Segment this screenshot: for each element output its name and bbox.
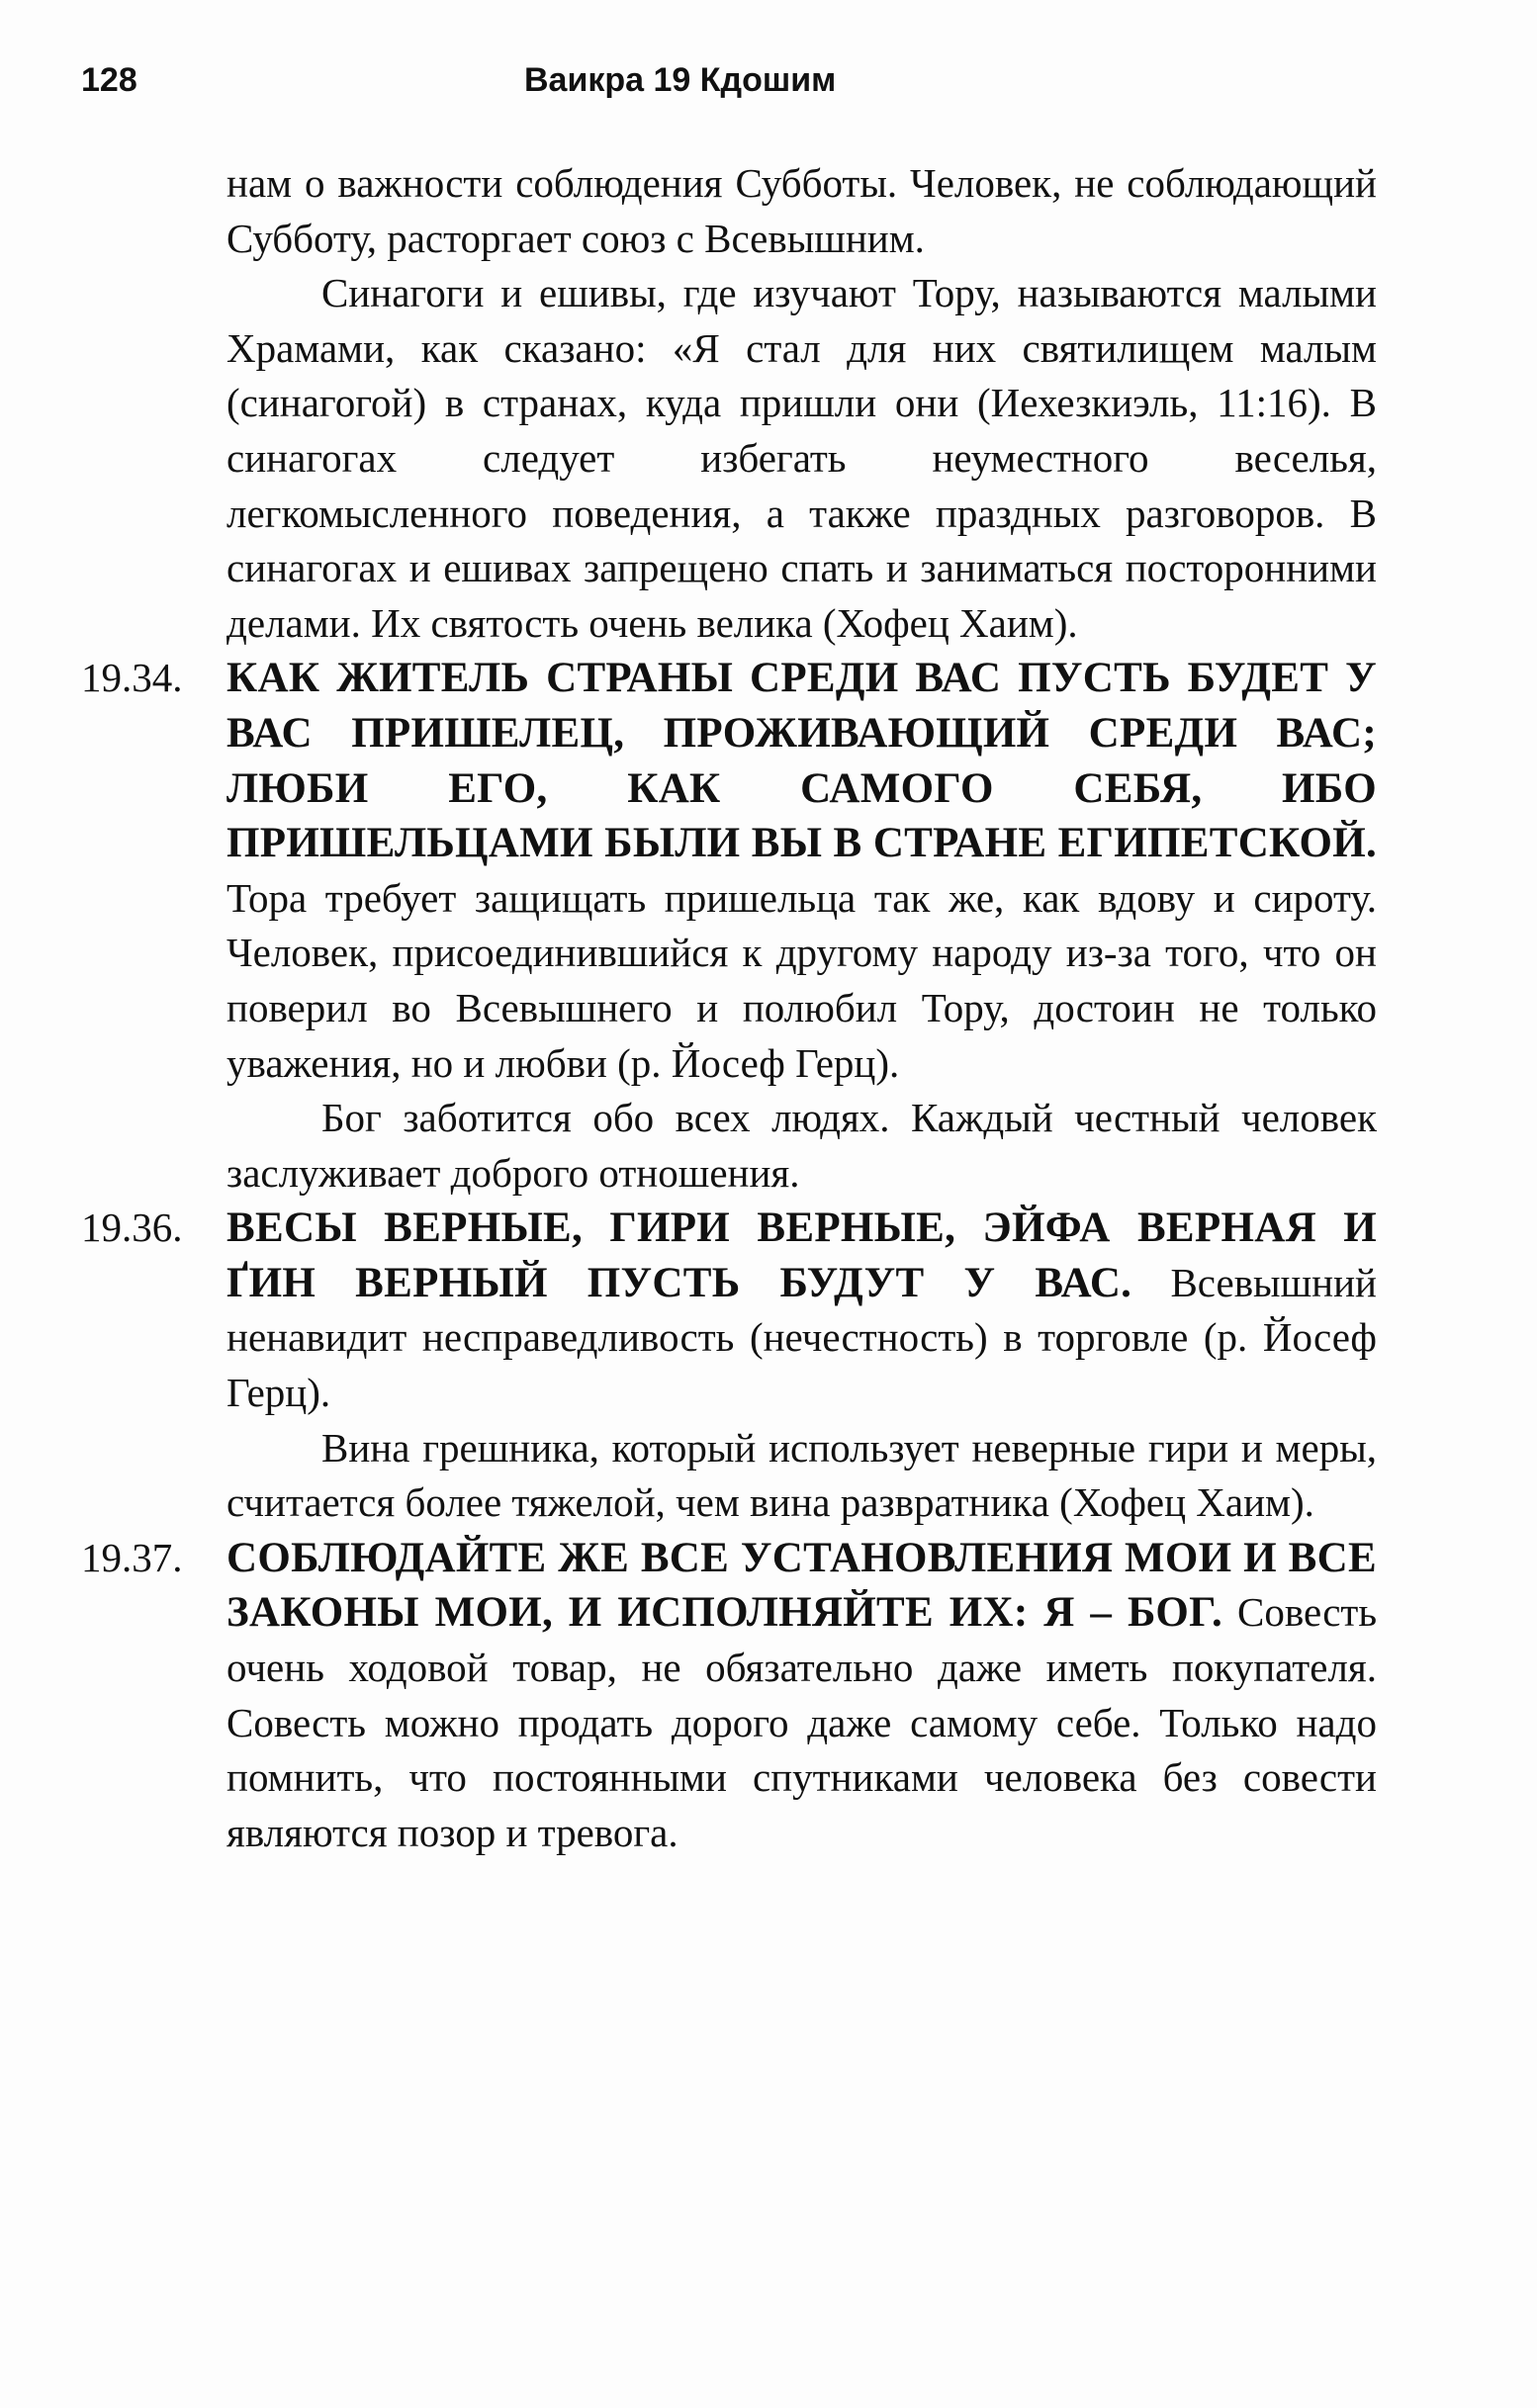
verse-paragraph	[226, 1201, 1377, 1420]
verse-entry-19-37	[81, 1531, 1377, 1861]
verse-entry-body	[226, 1201, 1377, 1531]
synagogue-paragraph: Синагоги и ешивы, где изучают Тору, называются малыми Храмами, как сказано: «Я стал для них святилищем малым (синагогой) в странах, куда пришли они (Иехезкиэль, 11:16). В синагогах следует избегать неуместного веселья, легкомысленного поведения, а также праздных разговоров. В синагогах и ешивах запрещено спать и заниматься посторонними делами. Их святость очень велика (Хофец Хаим).	[226, 270, 1377, 646]
verse-paragraph	[226, 1531, 1377, 1861]
verse-text: СОБЛЮДАЙТЕ ЖЕ ВСЕ УСТАНОВЛЕНИЯ МОИ И ВСЕ ЗАКОНЫ МОИ, И ИСПОЛНЯЙТЕ ИХ: Я – БОГ.	[226, 1534, 1377, 1637]
verse-number: 19.37.	[81, 1534, 183, 1580]
continuation-paragraph: нам о важности соблюдения Субботы. Человек, не соблюдающий Субботу, расторгает союз с Всевышним.	[226, 160, 1377, 261]
commentary-paragraph: Вина грешника, который использует неверные гири и меры, считается более тяжелой, чем вина развратника (Хофец Хаим).	[226, 1424, 1377, 1526]
commentary-text: Совесть очень ходовой товар, не обязательно даже иметь покупателя. Совесть можно продать дорого даже самому себе. Только надо помнить, что постоянными спутниками человека без совести являются позор и тревога.	[226, 1589, 1378, 1855]
page-body	[81, 156, 1377, 1860]
commentary-paragraph: Бог заботится обо всех людях. Каждый честный человек заслуживает доброго отношения.	[226, 1095, 1377, 1196]
verse-entry-body	[226, 651, 1377, 1201]
running-head	[81, 61, 1387, 111]
commentary-text: Тора требует защищать пришельца так же, как вдову и сироту. Человек, присоединившийся к другому народу из-за того, что он поверил во Всевышнего и полюбил Тору, достоин не только уважения, но и любви (р. Йосеф Герц).	[226, 874, 1377, 1086]
continuation-block	[81, 156, 1377, 651]
running-title: Ваикра 19 Кдошим	[524, 61, 837, 99]
page-number: 128	[81, 61, 137, 99]
commentary-text: Всевышний ненавидит несправедливость (нечестность) в торговле (р. Йосеф Герц).	[226, 1259, 1377, 1416]
verse-number: 19.36.	[81, 1204, 183, 1251]
verse-paragraph	[226, 651, 1377, 1091]
verse-number-spacer	[81, 156, 226, 651]
verse-entry-body	[226, 1531, 1377, 1861]
verse-text: ВЕСЫ ВЕРНЫЕ, ГИРИ ВЕРНЫЕ, ЭЙФА ВЕРНАЯ И ҐИН ВЕРНЫЙ ПУСТЬ БУДУТ У ВАС.	[226, 1204, 1377, 1306]
verse-text: КАК ЖИТЕЛЬ СТРАНЫ СРЕДИ ВАС ПУСТЬ БУДЕТ У ВАС ПРИШЕЛЕЦ, ПРОЖИВАЮЩИЙ СРЕДИ ВАС; ЛЮБИ ЕГО, КАК САМОГО СЕБЯ, ИБО ПРИШЕЛЬЦАМИ БЫЛИ ВЫ В СТРАНЕ ЕГИПЕТСКОЙ.	[226, 655, 1377, 867]
verse-entry-19-36	[81, 1201, 1377, 1531]
verse-number: 19.34.	[81, 655, 183, 701]
verse-entry-19-34	[81, 651, 1377, 1201]
continuation-body	[226, 156, 1377, 651]
